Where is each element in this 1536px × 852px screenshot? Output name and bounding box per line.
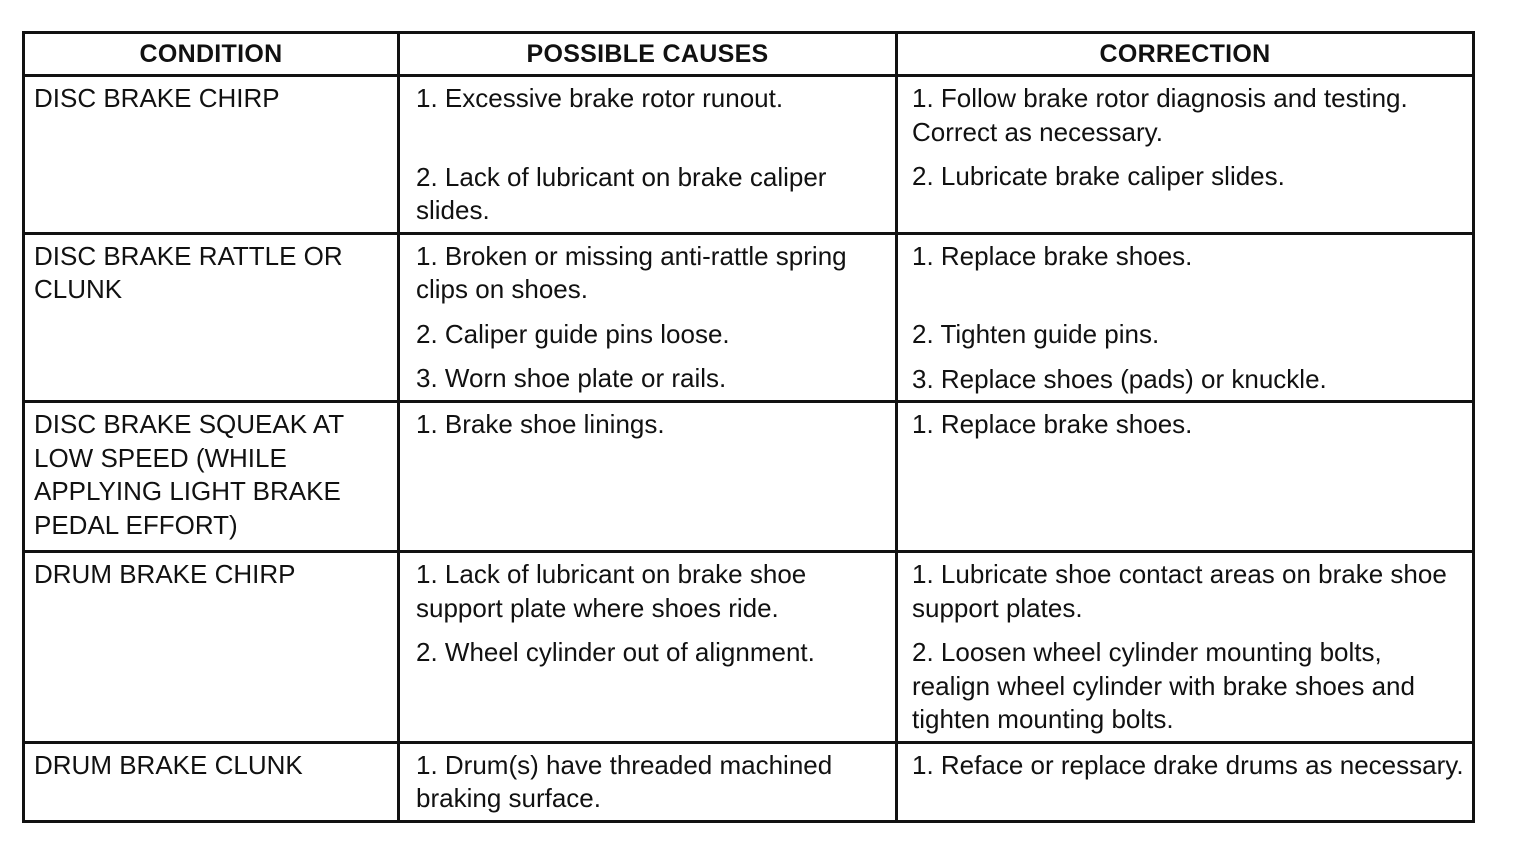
correction-item: 3. Replace shoes (pads) or knuckle. [912,363,1327,394]
cause-item: 3. Worn shoe plate or rails. [416,363,727,393]
condition-text: DRUM BRAKE CLUNK [34,749,303,780]
correction-item: 2. Tighten guide pins. [912,319,1160,349]
condition-text: DISC BRAKE SQUEAK AT LOW SPEED (WHILE APPLYING LIGHT BRAKE PEDAL EFFORT) [34,409,344,540]
cause-item: 1. Lack of lubricant on brake shoe support plate where shoes ride. [416,559,807,623]
condition-text: DISC BRAKE RATTLE OR CLUNK [34,240,343,304]
header-row [24,33,1474,76]
correction-item: 1. Replace brake shoes. [912,240,1193,271]
cause-item: 2. Wheel cylinder out of alignment. [416,637,815,667]
cause-item: 1. Broken or missing anti-rattle spring clips on shoes. [416,240,847,304]
cause-item: 1. Drum(s) have threaded machined braking surface. [416,749,833,813]
diagnosis-table-container [22,31,1472,823]
cause-item: 2. Lack of lubricant on brake caliper slides. [416,161,827,225]
table-body [24,76,1474,822]
cause-item: 2. Caliper guide pins loose. [416,318,730,349]
causes-cell [399,233,897,402]
table-row [24,402,1474,552]
condition-cell [24,76,399,234]
causes-cell [399,742,897,821]
table-row [24,552,1474,743]
corrections-cell [897,233,1474,402]
causes-cell [399,76,897,234]
brake-diagnosis-table [22,31,1475,823]
correction-item: 1. Lubricate shoe contact areas on brake shoe support plates. [912,559,1447,623]
header-possible-causes: POSSIBLE CAUSES [399,33,897,76]
table-row [24,742,1474,821]
table-row [24,76,1474,234]
correction-item: 1. Follow brake rotor diagnosis and testing. Correct as necessary. [912,83,1408,147]
cause-item: 1. Brake shoe linings. [416,409,665,439]
condition-cell [24,742,399,821]
correction-item: 2. Loosen wheel cylinder mounting bolts, realign wheel cylinder with brake shoes and tighten mounting bolts. [912,637,1415,734]
correction-item: 1. Reface or replace drake drums as necessary. [912,749,1464,780]
condition-cell [24,552,399,743]
corrections-cell [897,76,1474,234]
causes-cell [399,402,897,552]
condition-text: DISC BRAKE CHIRP [34,83,280,113]
condition-text: DRUM BRAKE CHIRP [34,559,296,589]
table-row [24,233,1474,402]
cause-item: 1. Excessive brake rotor runout. [416,83,784,113]
header-correction: CORRECTION [897,33,1474,76]
condition-cell [24,233,399,402]
corrections-cell [897,552,1474,743]
table-header [24,33,1474,76]
corrections-cell [897,402,1474,552]
corrections-cell [897,742,1474,821]
condition-cell [24,402,399,552]
causes-cell [399,552,897,743]
correction-item: 1. Replace brake shoes. [912,409,1193,439]
correction-item: 2. Lubricate brake caliper slides. [912,161,1285,191]
header-condition: CONDITION [24,33,399,76]
